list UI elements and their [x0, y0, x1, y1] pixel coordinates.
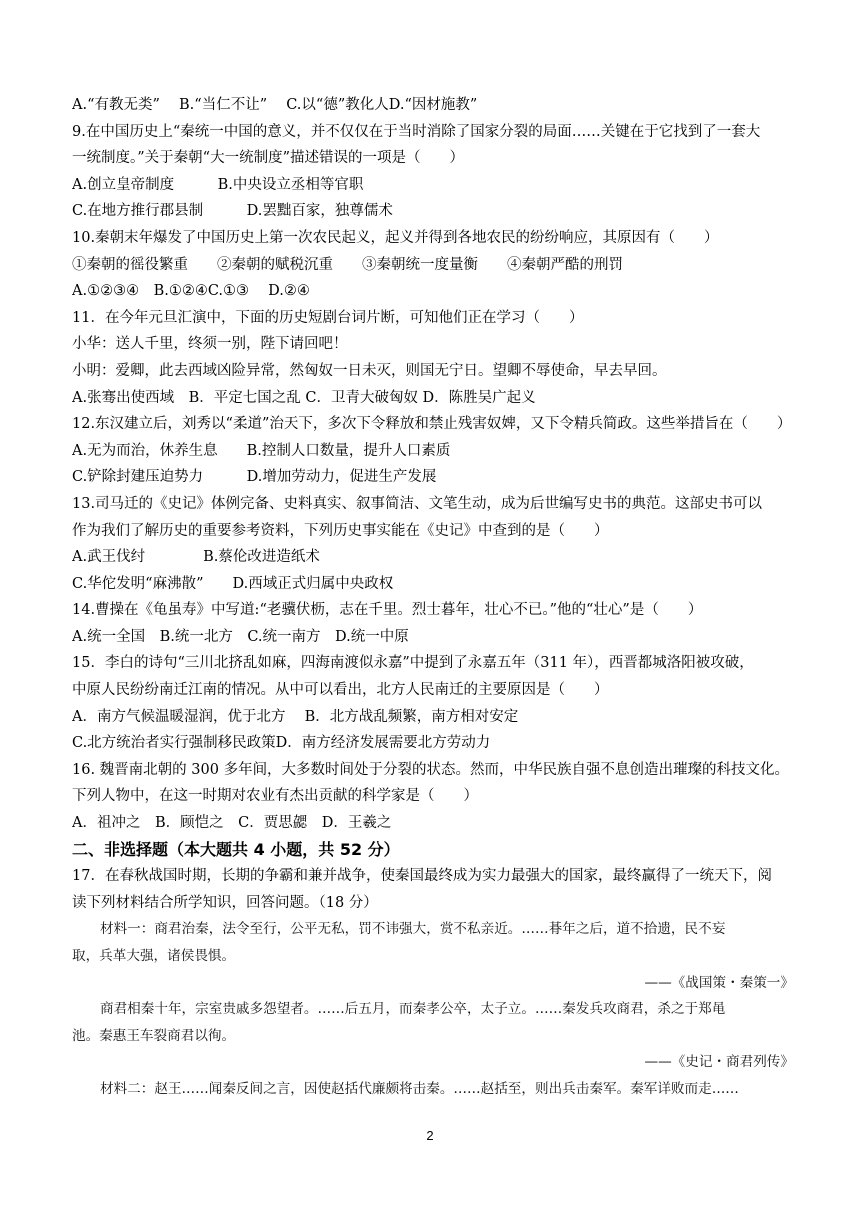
- material-one-para2-line2: 池。秦惠王车裂商君以徇。: [72, 1027, 236, 1044]
- q15-options-cd: C.北方统治者实行强制移民政策D．南方经济发展需要北方劳动力: [72, 735, 491, 752]
- material-one-para1-line1: 材料一：商君治秦，法令至行，公平无私，罚不讳强大，赏不私亲近。……朞年之后，道不拾遗，民不妄: [100, 921, 726, 938]
- q11-dialogue-xiaohua: 小华：送人千里，终须一别，陛下请回吧！: [72, 336, 348, 353]
- q16-stem-line1: 16. 魏晋南北朝的 300 多年间，大多数时间处于分裂的状态。然而，中华民族自强不息创造出璀璨的科技文化。: [72, 761, 790, 778]
- section-heading: 二、非选择题（本大题共 4 小题，共 52 分）: [72, 839, 400, 859]
- q12-stem: 12.东汉建立后，刘秀以“柔道”治天下，多次下令释放和禁止残害奴婢，又下令精兵简政。这些举措旨在（ ）: [72, 416, 792, 433]
- q16-options: A．祖冲之 B．顾恺之 C．贾思勰 D．王羲之: [72, 815, 392, 832]
- q15-stem-line2: 中原人民纷纷南迁江南的情况。从中可以看出，北方人民南迁的主要原因是（ ）: [72, 682, 609, 699]
- q11-options: A.张骞出使西域 B．平定七国之乱 C．卫青大破匈奴 D．陈胜吴广起义: [72, 389, 536, 406]
- q10-statements: ①秦朝的徭役繁重 ②秦朝的赋税沉重 ③秦朝统一度量衡 ④秦朝严酷的刑罚: [72, 256, 623, 273]
- q13-stem-line2: 作为我们了解历史的重要参考资料，下列历史事实能在《史记》中查到的是（ ）: [72, 522, 609, 539]
- page-number: 2: [426, 1128, 434, 1143]
- q9-options-ab: A.创立皇帝制度 B.中央设立丞相等官职: [72, 176, 364, 193]
- q15-stem-line1: 15．李白的诗句“三川北挤乱如麻，四海南渡似永嘉”中提到了永嘉五年（311 年），西晋都城洛阳被攻破，: [72, 655, 754, 672]
- q17-stem-line2: 读下列材料结合所学知识，回答问题。（18 分）: [72, 894, 378, 911]
- q13-options-cd: C.华佗发明“麻沸散” D.西域正式归属中央政权: [72, 575, 394, 592]
- q17-stem-line1: 17．在春秋战国时期，长期的争霸和兼并战争，使秦国最终成为实力最强大的国家，最终赢得了一统天下，阅: [72, 868, 772, 885]
- q10-options: A.①②③④ B.①②④C.①③ D.②④: [72, 283, 310, 300]
- q9-stem-line1: 9.在中国历史上“秦统一中国的意义，并不仅仅在于当时消除了国家分裂的局面……关键在于它找到了一套大: [72, 123, 761, 140]
- q16-stem-line2: 下列人物中，在这一时期对农业有杰出贡献的科学家是（ ）: [72, 788, 478, 805]
- material-two-para1: 材料二：赵王……闻秦反间之言，因使赵括代廉颇将击秦。……赵括至，则出兵击秦军。秦军详败而走……: [100, 1080, 739, 1097]
- q11-dialogue-xiaoming: 小明：爱卿，此去西域凶险异常，然匈奴一日未灭，则国无宁日。望卿不辱使命，早去早回。: [72, 362, 667, 379]
- q11-stem: 11．在今年元旦汇演中，下面的历史短剧台词片断，可知他们正在学习（ ）: [72, 309, 584, 326]
- q13-options-ab: A.武王伐纣 B.蔡伦改进造纸术: [72, 549, 320, 566]
- q10-stem: 10.秦朝末年爆发了中国历史上第一次农民起义，起义并得到各地农民的纷纷响应，其原因有（ ）: [72, 229, 719, 246]
- q15-options-ab: A．南方气候温暖湿润，优于北方 B．北方战乱频繁，南方相对安定: [72, 708, 519, 725]
- q12-options-cd: C.铲除封建压迫势力 D.增加劳动力，促进生产发展: [72, 469, 437, 486]
- q8-options: A.“有教无类” B.“当仁不让” C.以“德”教化人D.“因材施教”: [72, 97, 478, 113]
- q13-stem-line1: 13.司马迁的《史记》体例完备、史料真实、叙事简洁、文笔生动，成为后世编写史书的典范。这部史书可以: [72, 495, 763, 512]
- q14-stem: 14.曹操在《龟虽寿》中写道:“老骥伏枥，志在千里。烈士暮年，壮心不已。”他的“壮心”是（ ）: [72, 602, 703, 619]
- q14-options: A.统一全国 B.统一北方 C.统一南方 D.统一中原: [72, 628, 409, 645]
- material-one-para1-line2: 取，兵革大强，诸侯畏惧。: [72, 948, 236, 964]
- material-one-para2-line1: 商君相秦十年，宗室贵戚多怨望者。……后五月，而秦孝公卒，太子立。……秦发兵攻商君，杀之于郑黾: [100, 1001, 726, 1018]
- material-one-source1: ——《战国策・秦策一》: [644, 974, 794, 991]
- q9-options-cd: C.在地方推行郡县制 D.罢黜百家，独尊儒术: [72, 203, 393, 220]
- q12-options-ab: A.无为而治，休养生息 B.控制人口数量，提升人口素质: [72, 442, 451, 459]
- material-one-source2: ——《史记・商君列传》: [644, 1054, 794, 1071]
- exam-page: [72, 92, 802, 1103]
- q9-stem-line2: 一统制度。”关于秦朝“大一统制度”描述错误的一项是（ ）: [72, 150, 464, 167]
